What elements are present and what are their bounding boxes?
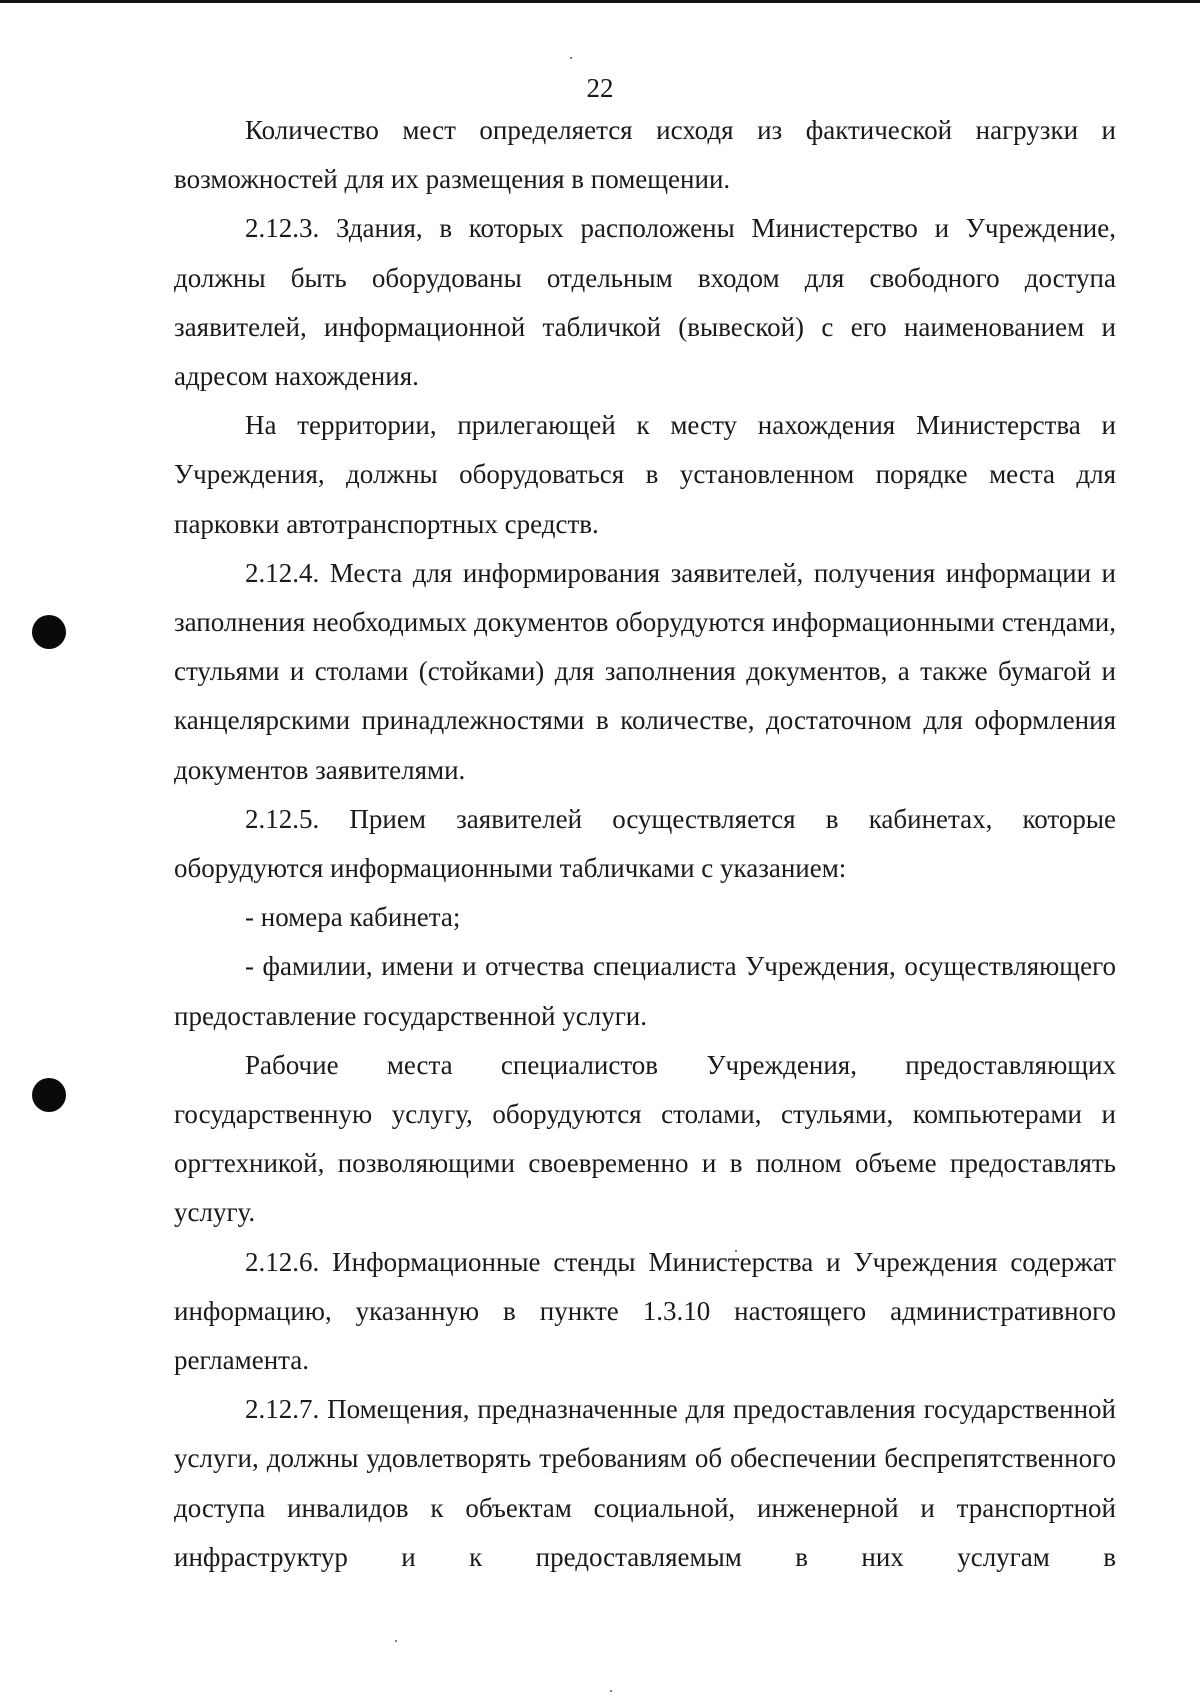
paragraph-2-12-4: 2.12.4. Места для информирования заявителей, получения информации и заполнения необходимых документов оборудуются информационными стендами, стульями и столами (стойками) для заполнения документов, а также бумагой и канцелярскими принадлежностями в количестве, достаточном для оформления документов заявителями.: [174, 557, 1116, 785]
paragraph-workplaces: Рабочие места специалистов Учреждения, предоставляющих государственную услугу, оборудуются столами, стульями, компьютерами и оргтехникой, позволяющими своевременно и в полном объеме предоставлять услугу.: [174, 1049, 1116, 1228]
paragraph-parking: На территории, прилегающей к месту нахождения Министерства и Учреждения, должны оборудоваться в установленном порядке места для парковки автотранспортных средств.: [174, 410, 1116, 539]
list-item-specialist-name: - фамилии, имени и отчества специалиста Учреждения, осуществляющего предоставление государственной услуги.: [174, 951, 1116, 1031]
scan-top-edge: [0, 0, 1200, 3]
paragraph-2-12-5: 2.12.5. Прием заявителей осуществляется в кабинетах, которые оборудуются информационными табличками с указанием:: [174, 803, 1116, 884]
scan-speck: [570, 57, 572, 59]
list-item-office-number: - номера кабинета;: [245, 902, 461, 933]
paragraph-seats-count: Количество мест определяется исходя из фактической нагрузки и возможностей для их размещения в помещении.: [174, 115, 1116, 195]
punch-hole-lower: [32, 1078, 66, 1112]
paragraph-2-12-3: 2.12.3. Здания, в которых расположены Министерство и Учреждение, должны быть оборудованы отдельным входом для свободного доступа заявителей, информационной табличкой (вывеской) с его наименованием и адресом нахождения.: [174, 213, 1116, 392]
punch-hole-upper: [32, 615, 66, 649]
scan-speck: [395, 1640, 397, 1642]
scan-speck: [610, 1690, 612, 1692]
paragraph-2-12-7: 2.12.7. Помещения, предназначенные для предоставления государственной услуги, должны удовлетворять требованиям об обеспечении беспрепятственного доступа инвалидов к объектам социальной, инженерной и транспортной инфраструктур и к предоставляемым в них услугам в: [174, 1394, 1116, 1572]
document-body: [174, 106, 1116, 1582]
paragraph-2-12-6: 2.12.6. Информационные стенды Министерства и Учреждения содержат информацию, указанную в пункте 1.3.10 настоящего административного регламента.: [174, 1246, 1116, 1376]
page-number: 22: [586, 73, 614, 103]
